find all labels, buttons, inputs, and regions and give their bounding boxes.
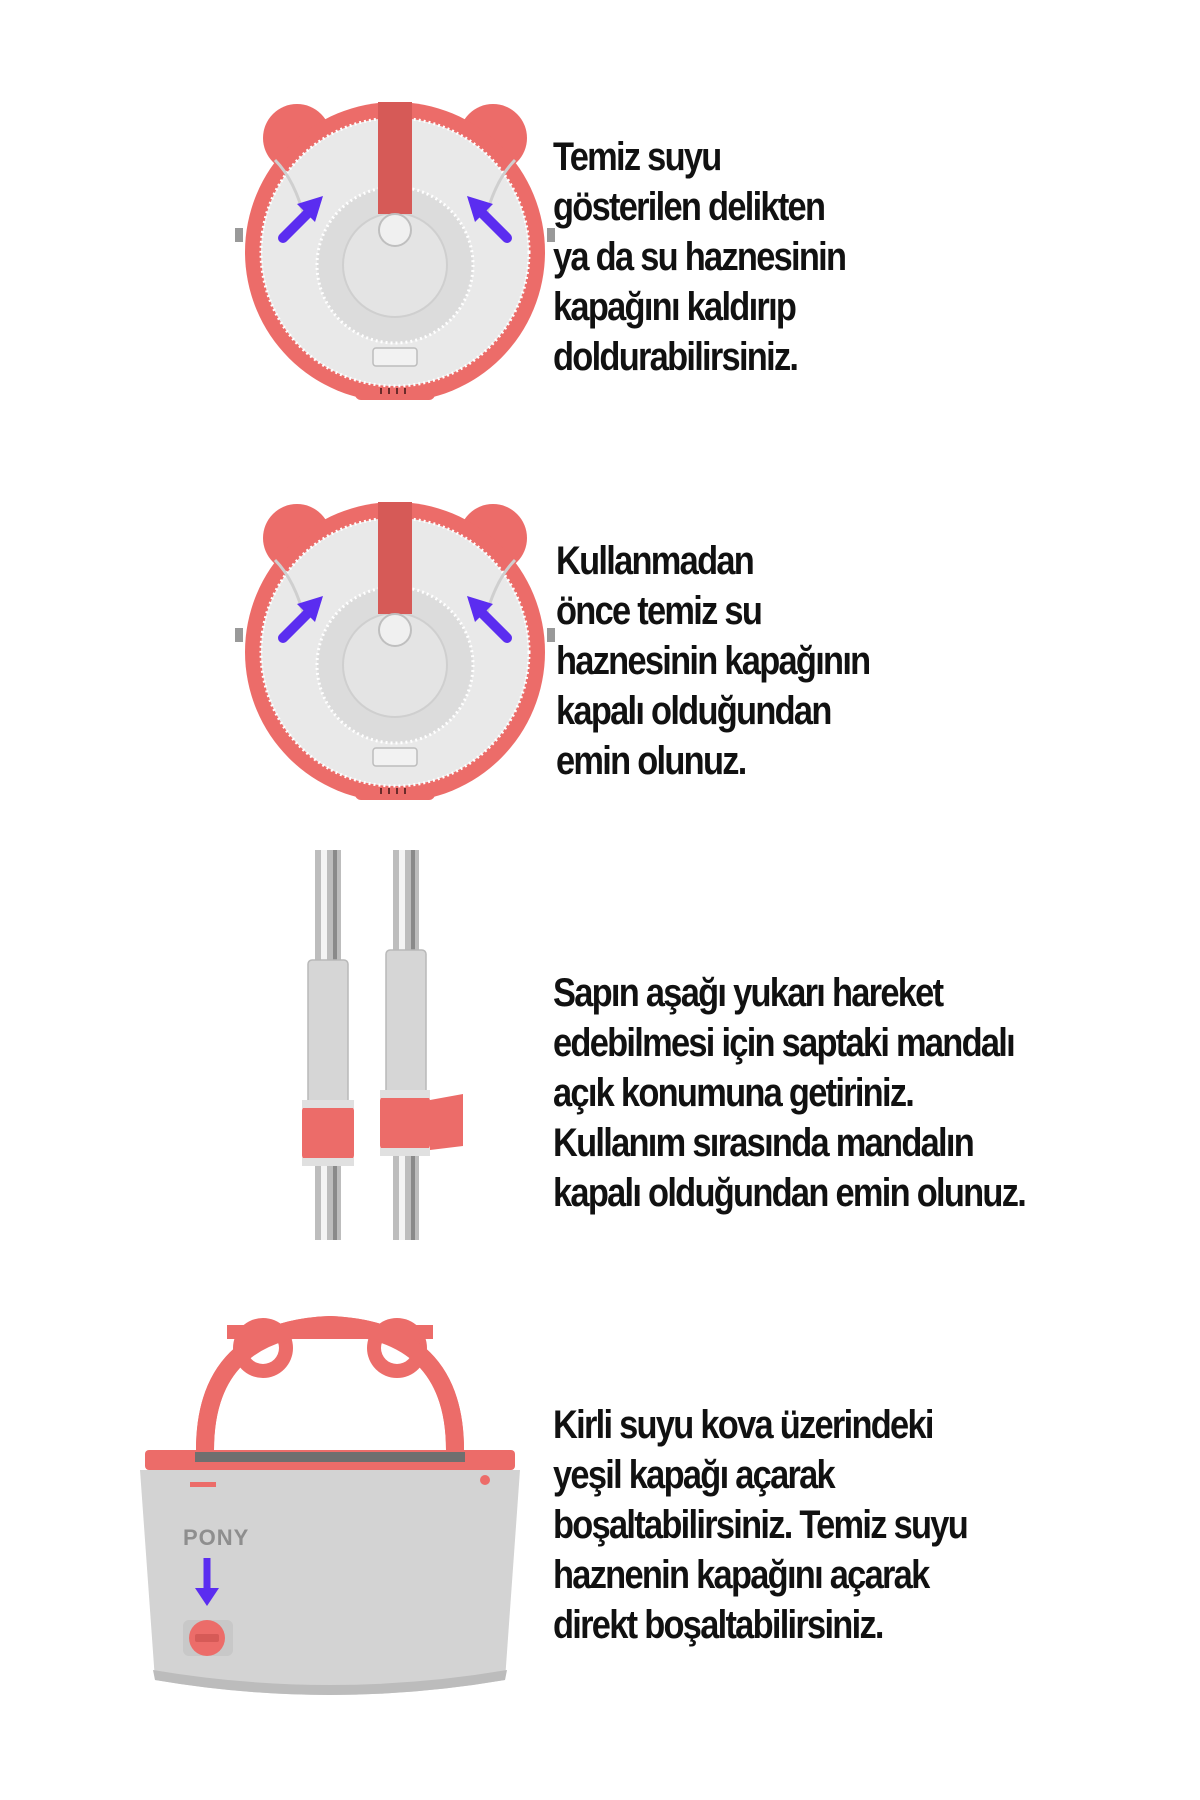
caption-line: gösterilen delikten xyxy=(553,185,825,229)
caption-line: kapalı olduğundan xyxy=(556,689,831,733)
caption-line: açık konumuna getiriniz. xyxy=(553,1071,914,1115)
bucket-top-view-illustration xyxy=(235,100,555,400)
clip-open xyxy=(380,1095,430,1151)
step-handle-clip xyxy=(0,840,1200,1250)
caption-line: Kullanım sırasında mandalın xyxy=(553,1121,974,1165)
caption-line: önce temiz su xyxy=(556,589,762,633)
step-1-caption xyxy=(553,132,845,382)
caption-line: kapalı olduğundan emin olunuz. xyxy=(553,1171,1026,1215)
step-drain-water xyxy=(0,1250,1200,1800)
caption-line: direkt boşaltabilirsiniz. xyxy=(553,1603,883,1647)
center-ridge xyxy=(378,102,412,214)
caption-line: kapağını kaldırıp xyxy=(553,285,796,329)
clip-closed xyxy=(302,1105,354,1161)
step-check-lid xyxy=(0,430,1200,840)
bucket-body xyxy=(140,1470,520,1695)
caption-line: doldurabilirsiniz. xyxy=(553,335,798,379)
step-4-caption xyxy=(553,1400,967,1650)
caption-line: Sapın aşağı yukarı hareket xyxy=(553,971,943,1015)
caption-line: Kirli suyu kova üzerindeki xyxy=(553,1403,933,1447)
brand-logo: PONY xyxy=(183,1525,250,1550)
caption-line: Kullanmadan xyxy=(556,539,754,583)
caption-line: haznesinin kapağının xyxy=(556,639,870,683)
caption-line: ya da su haznesinin xyxy=(553,235,846,279)
caption-line: edebilmesi için saptaki mandalı xyxy=(553,1021,1014,1065)
caption-line: boşaltabilirsiniz. Temiz suyu xyxy=(553,1503,967,1547)
bucket-side-view-illustration xyxy=(135,1270,525,1710)
caption-line: haznenin kapağını açarak xyxy=(553,1553,929,1597)
caption-line: Temiz suyu xyxy=(553,135,721,179)
caption-line: yeşil kapağı açarak xyxy=(553,1453,834,1497)
step-fill-clean-water xyxy=(0,0,1200,430)
mop-handle-clip-illustration xyxy=(275,850,495,1240)
center-hub xyxy=(379,214,411,246)
bucket-top-view-illustration xyxy=(235,500,555,800)
caption-line: emin olunuz. xyxy=(556,739,746,783)
step-3-caption xyxy=(553,968,1025,1218)
step-2-caption xyxy=(556,536,869,786)
